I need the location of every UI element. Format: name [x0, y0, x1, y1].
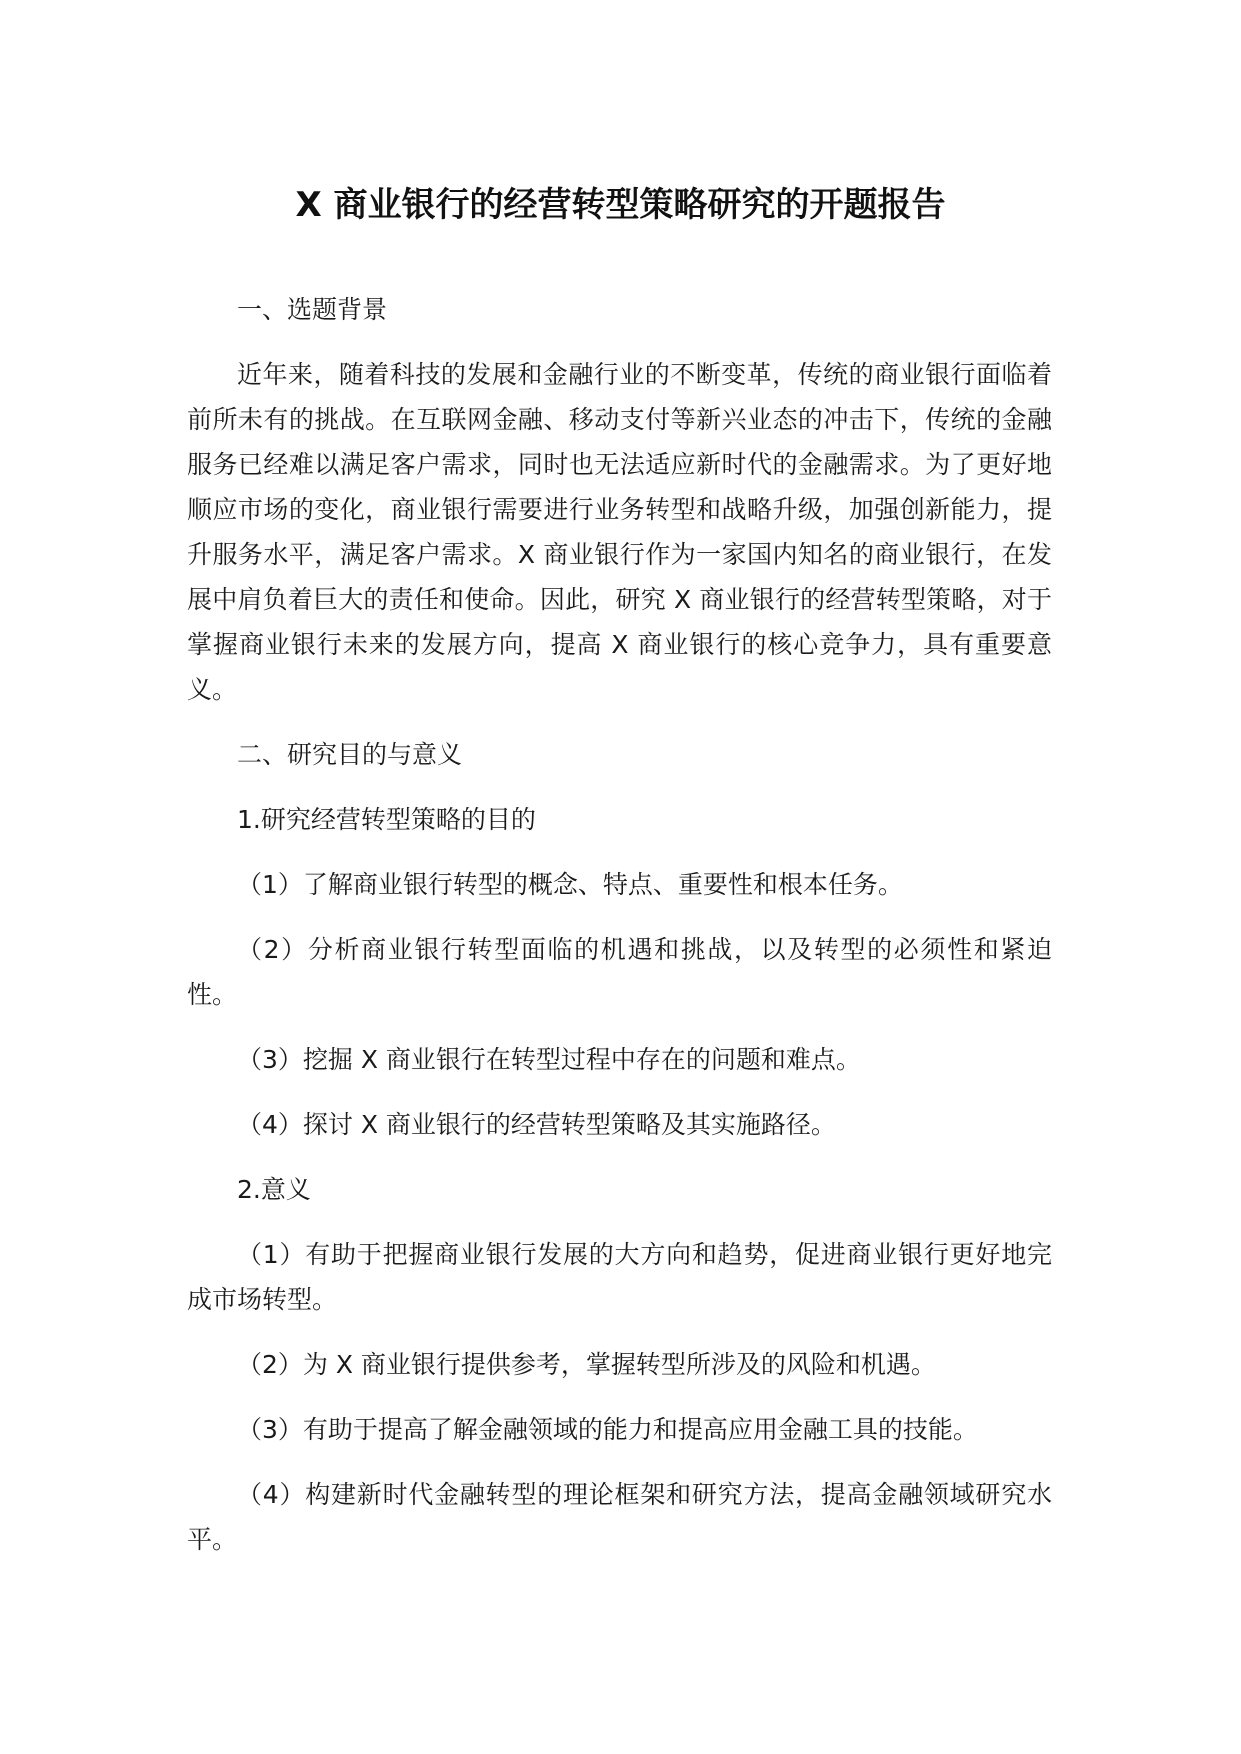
list-item: （2）为 X 商业银行提供参考，掌握转型所涉及的风险和机遇。	[237, 1350, 936, 1379]
list-item: （1）了解商业银行转型的概念、特点、重要性和根本任务。	[237, 870, 903, 899]
list-item: （1）有助于把握商业银行发展的大方向和趋势，促进商业银行更好地完成市场转型。	[187, 1240, 1052, 1314]
subheading-significance: 2.意义	[237, 1175, 311, 1204]
list-item: （3）挖掘 X 商业银行在转型过程中存在的问题和难点。	[237, 1045, 861, 1074]
list-item: （3）有助于提高了解金融领域的能力和提高应用金融工具的技能。	[237, 1415, 978, 1444]
paragraph-background: 近年来，随着科技的发展和金融行业的不断变革，传统的商业银行面临着前所未有的挑战。在互联网金融、移动支付等新兴业态的冲击下，传统的金融服务已经难以满足客户需求，同时也无法适应新时代的金融需求。为了更好地顺应市场的变化，商业银行需要进行业务转型和战略升级，加强创新能力，提升服务水平，满足客户需求。X 商业银行作为一家国内知名的商业银行，在发展中肩负着巨大的责任和使命。因此，研究 X 商业银行的经营转型策略，对于掌握商业银行未来的发展方向，提高 X 商业银行的核心竞争力，具有重要意义。	[187, 360, 1052, 704]
document-body	[187, 287, 1052, 1582]
list-item: （2）分析商业银行转型面临的机遇和挑战，以及转型的必须性和紧迫性。	[187, 935, 1052, 1009]
document-title: X 商业银行的经营转型策略研究的开题报告	[295, 185, 946, 225]
subheading-purpose: 1.研究经营转型策略的目的	[237, 805, 536, 834]
section-heading-background: 一、选题背景	[237, 295, 388, 324]
section-heading-purpose: 二、研究目的与意义	[237, 740, 463, 769]
list-item: （4）探讨 X 商业银行的经营转型策略及其实施路径。	[237, 1110, 836, 1139]
list-item: （4）构建新时代金融转型的理论框架和研究方法，提高金融领域研究水平。	[187, 1480, 1052, 1554]
